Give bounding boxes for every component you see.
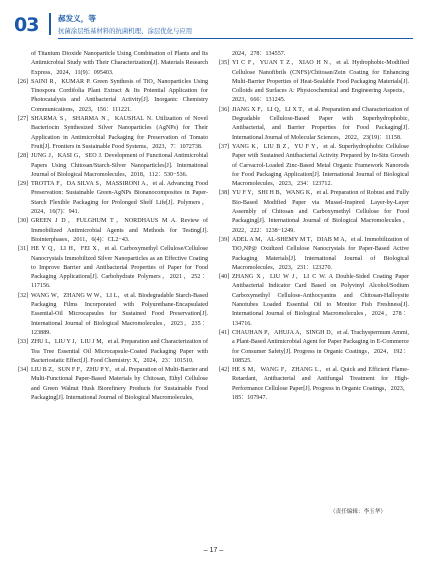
reference-item xyxy=(18,292,208,338)
reference-text: SHARMA S，SHARMA N，KAUSHAL N. Utilization of Novel Bacteriocin Synthesized Silver Nanoparticles (AgNPs) for Their Application in Antimicrobial Packaging for Preservation of Tomato Fruit[J]. Frontiers in Sustainable Food Systems，2023，7：1072738. xyxy=(31,116,208,150)
reference-text: HE Y Q，LI H，FEI X，et al. Carboxymethyl Cellulose/Cellulose Nanocrystals Immobilized Silver Nanoparticles as an Effective Coating to Improve Barrier and Antibacterial Properties of Paper for Food Packaging Applications[J]. Carbohydrate Polymers，2021，252：117156. xyxy=(31,246,208,290)
reference-item xyxy=(219,273,409,329)
editor-note: （责任编辑：李玉华） xyxy=(330,509,386,515)
reference-text: ZHU L，LIU Y J，LIU J M，et al. Preparation and Characterization of Tea Tree Essential Oil Microcapsule-Coated Packaging Paper with Bacteriostatic Effect[J]. Food Chemistry: X，2024，23：101510. xyxy=(31,339,208,364)
reference-text: TROTTA F，DA SILVA S，MASSIRONI A，et al. Advancing Food Preservation: Sustainable Green-AgNPs Bionanocomposites in Paper-Starch Flexible Packaging for Prolonged Shelf Life[J]. Polymers，2024，16(7)：941. xyxy=(31,181,208,216)
reference-item xyxy=(18,217,208,245)
reference-continuation xyxy=(219,50,409,59)
header-authors: 郝发义，等 xyxy=(58,14,96,23)
reference-text: of Titanium Dioxide Nanoparticle Using Combination of Plants and Its Antimicrobial Study with Their Characterization[J]. Materials Research Express，2024，11(9)：095403. xyxy=(31,51,208,76)
reference-text: YU F Y，SHI H B，WANG K，et al. Preparation of Robust and Fully Bio-Based Modified Paper via Mussel-Inspired Layer-by-Layer Assembly of Chitosan and Carboxymethyl Cellulose for Food Packaging[J]. International Journal of Biological Macromolecules，2022，222：1238−1249. xyxy=(232,190,409,234)
reference-number: [33] xyxy=(18,339,29,346)
reference-number: [39] xyxy=(219,236,230,243)
reference-item xyxy=(219,189,409,235)
reference-text: LIU B Z，SUN F F，ZHU P Y，et al. Preparation of Multi-Barrier and Multi-Functional Paper-Based Materials by Chitosan, Ethyl Cellulose and Green Walnut Husk Biorefinery Products for Sustainable Food Packaging[J]. International Journal of Biological Macromolecules, xyxy=(31,367,208,401)
reference-item xyxy=(219,236,409,273)
reference-number: [36] xyxy=(219,106,230,113)
reference-item xyxy=(18,338,208,366)
reference-number: [29] xyxy=(18,181,29,188)
reference-item xyxy=(18,78,208,115)
reference-text: SAINI R，KUMAR P. Green Synthesis of TiO₂ Nanoparticles Using Tinospora Cordifolia Plant Extract & Its Potential Application for Photocatalysis and Antibacterial Activity[J]. Inorganic Chemistry Communications，2023，156：111221. xyxy=(31,78,208,113)
reference-number: [37] xyxy=(219,143,230,150)
header-divider xyxy=(49,13,51,35)
reference-text: ADEL A M，AL-SHEMY M T，DIAB M A，et al. Immobilization of TiO₂NP@ Oxidized Cellulose Nanocrystals for Paper-Based Active Packaging Materials[J]. International Journal of Biological Macromolecules，2023，231：123270. xyxy=(232,236,409,271)
left-column xyxy=(18,50,208,403)
reference-text: 2024，278：134557. xyxy=(232,51,286,57)
page-number: – 17 – xyxy=(203,547,224,554)
reference-number: [41] xyxy=(219,329,230,336)
reference-text: JIANG X F，LI Q，LI X T，et al. Preparation and Characterization of Degradable Cellulose-Based Paper with Superhydrophobic, Antibacterial, and Barrier Properties for Food Packaging[J]. International Journal of Molecular Sciences，2022，23(19)：11158. xyxy=(232,106,409,141)
reference-item xyxy=(219,366,409,403)
reference-item xyxy=(18,115,208,152)
reference-number: [30] xyxy=(18,218,29,225)
reference-text: WANG W，ZHANG W W，LI L，et al. Biodegradable Starch-Based Packaging Films Incorporated with Polyurethane-Encapsulated Essential-Oil Microcapsules for Sustained Food Preservation[J]. International Journal of Biological Macromolecules，2023，235：123889. xyxy=(31,292,208,336)
chapter-number: 03 xyxy=(14,14,39,36)
reference-item xyxy=(219,143,409,189)
reference-continuation xyxy=(18,50,208,78)
reference-item xyxy=(219,329,409,366)
reference-number: [40] xyxy=(219,274,230,281)
reference-number: [42] xyxy=(219,367,230,374)
reference-number: [28] xyxy=(18,153,29,160)
header-rule xyxy=(58,38,413,39)
reference-text: ZHANG X，LIU W J，LI C W. A Double-Sided Coating Paper Antibacterial Indicator Card Based on Polyvinyl Alcohol/Sodium Carboxymethyl Cellulose-Anthocyanins and Chitosan-Halloysite Nanotubes Loaded Essential Oil to Monitor Fish Freshness[J]. International Journal of Biological Macromolecules，2024，278：134716. xyxy=(232,274,409,327)
reference-item xyxy=(18,366,208,403)
reference-text: JUNG J，KASI G，SEO J. Development of Functional Antimicrobial Papers Using Chitosan/Starch-Silver Nanoparticles[J]. International Journal of Biological Macromolecules，2018，112：530−536. xyxy=(31,153,208,178)
reference-number: [31] xyxy=(18,246,29,253)
reference-text: CHAUHAN P，AHUJA A，SINGH D，et al. Trachyspermum Ammi, a Plant-Based Antimicrobial Agent for Paper Packaging in E-Commerce for Consumer Safety[J]. Progress in Organic Coatings，2024，192：108525. xyxy=(232,329,409,364)
reference-item xyxy=(219,106,409,143)
reference-number: [35] xyxy=(219,60,230,67)
reference-text: GREEN J D，FULGHUM T，NORDHAUS M A. Review of Immobilized Antimicrobial Agents and Methods for Testing[J]. Biointerphases，2011，6(4)：CL2−43. xyxy=(31,218,208,243)
reference-number: [26] xyxy=(18,78,29,85)
reference-number: [38] xyxy=(219,190,230,197)
page-header xyxy=(0,0,427,44)
reference-text: HE S M，WANG F，ZHANG L，et al. Quick and Efficient Flame-Retardant, Antibacterial and Antifungal Treatment for High-Performance Cellulose Paper[J]. Progress in Organic Coatings，2023，185：107947. xyxy=(232,367,409,401)
header-title: 抗菌涂层纸基材料的抗菌机理、涂层优化与应用 xyxy=(58,27,193,35)
right-column xyxy=(219,50,409,403)
reference-item xyxy=(18,180,208,217)
reference-item xyxy=(219,59,409,105)
reference-number: [34] xyxy=(18,367,29,374)
reference-number: [27] xyxy=(18,116,29,123)
reference-text: YANG K，LIU B Z，YU F Y，et al. Superhydrophobic Cellulose Paper with Sustained Antibacterial Activity Prepared by In-Situ Growth of Carvacrol-Loaded Zinc-Based Metal Organic Framework Nanorods for Food Packaging Application[J]. International Journal of Biological Macromolecules，2023，234：123712. xyxy=(232,143,409,188)
reference-item xyxy=(18,152,208,180)
reference-text: YI C F，YUAN T Z，XIAO H N，et al. Hydrophobic-Modified Cellulose Nanofibrils (CNFS)/Chitosan/Zein Coating for Enhancing Multi-Barrier Properties of Heat-Sealable Food Packaging Materials[J]. Colloids and Surfaces A: Physicochemical and Engineering Aspects，2023，666：131245. xyxy=(232,60,409,104)
reference-item xyxy=(18,245,208,291)
reference-number: [32] xyxy=(18,292,29,299)
